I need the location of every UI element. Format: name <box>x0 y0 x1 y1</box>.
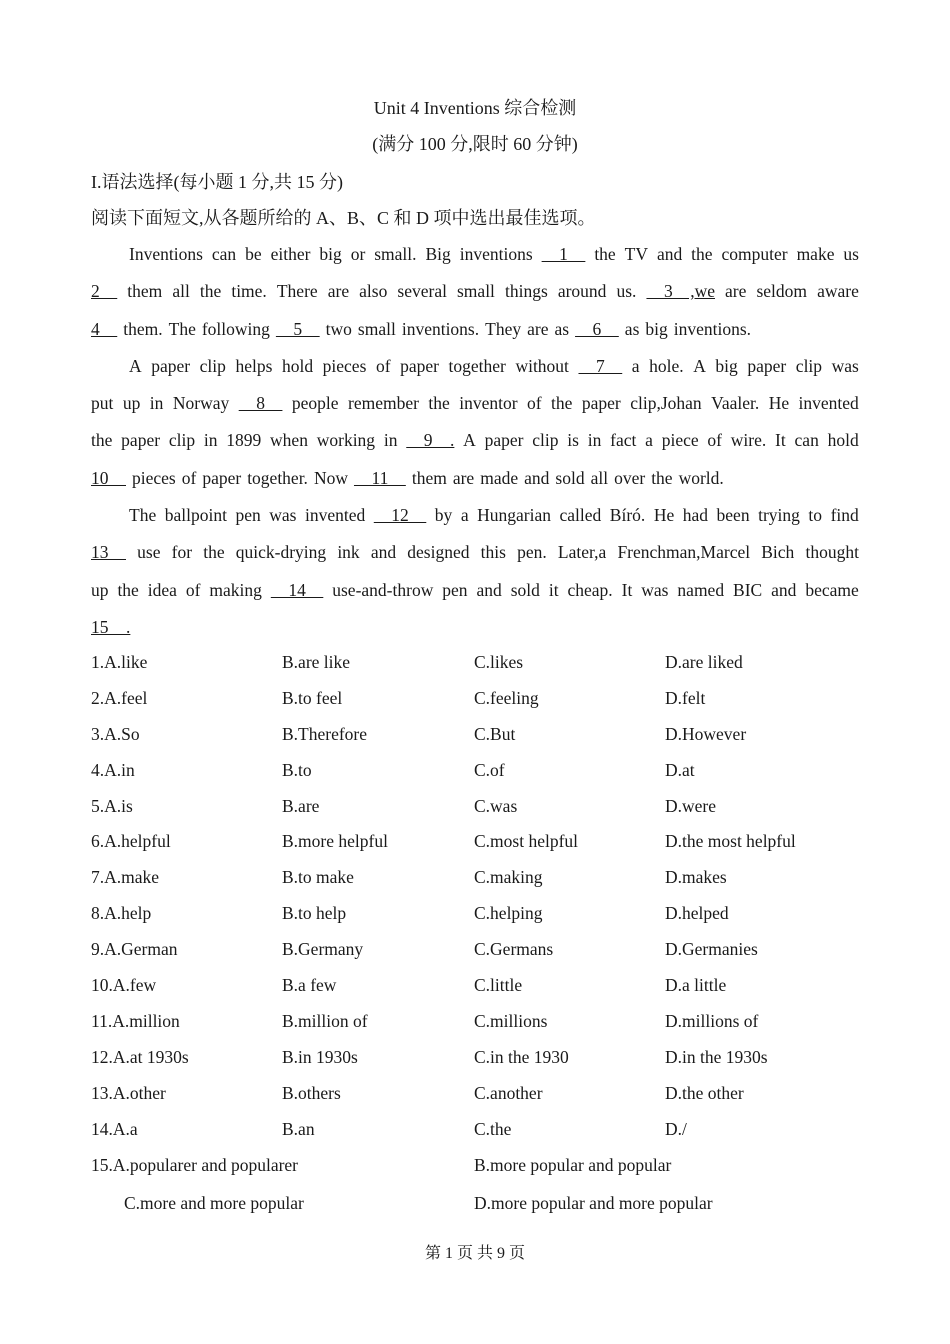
word: when <box>270 430 308 451</box>
word: two <box>325 318 352 339</box>
word: a <box>460 505 469 526</box>
word: Bich <box>761 542 795 563</box>
word: had <box>682 505 709 526</box>
word: inventor <box>459 393 518 414</box>
answer-option: 8.A.help <box>91 903 152 924</box>
passage-line <box>91 501 859 538</box>
word: Bíró. <box>609 505 646 526</box>
word: of <box>181 467 197 488</box>
question-row <box>91 648 871 684</box>
answer-option: D.the other <box>665 1082 744 1103</box>
answer-option: C.another <box>474 1082 543 1103</box>
answer-option: 2.A.feel <box>91 687 148 708</box>
word: remember <box>348 393 419 414</box>
blank: 12 <box>373 505 427 526</box>
word: sold <box>555 467 585 488</box>
word: time. <box>231 281 267 302</box>
word: the <box>117 579 139 600</box>
word: over <box>614 467 646 488</box>
passage-line <box>91 315 859 352</box>
word: together <box>448 355 506 376</box>
word: are <box>452 467 475 488</box>
word: big <box>319 244 342 264</box>
word: pen. <box>517 542 547 563</box>
word: a <box>645 430 653 451</box>
word: of <box>707 430 722 451</box>
option-q15-d: D.more popular and more popular <box>474 1193 713 1213</box>
section-instruction: 阅读下面短文,从各题所给的 A、B、C 和 D 项中选出最佳选项。 <box>91 208 596 228</box>
passage-line <box>91 240 859 277</box>
word: paper <box>151 355 191 376</box>
word: in <box>587 430 602 451</box>
word: it <box>548 579 559 600</box>
page-footer: 第 1 页 共 9 页 <box>424 1245 525 1262</box>
word: He <box>653 505 675 526</box>
word: paper <box>121 430 161 451</box>
word: It <box>621 579 633 600</box>
option-q15-b: B.more popular and popular <box>474 1155 672 1175</box>
word: can <box>794 430 819 451</box>
answer-option: 10.A.few <box>91 975 157 996</box>
word: without <box>515 355 569 376</box>
word: Big <box>425 244 451 264</box>
blank: 4 <box>91 318 118 339</box>
word: this <box>480 542 506 563</box>
answer-option: C.likes <box>474 652 524 672</box>
word: made <box>480 467 519 488</box>
answer-option: B.an <box>282 1118 315 1139</box>
word: named <box>677 579 725 600</box>
answer-option: C.of <box>474 759 505 780</box>
word: pen <box>235 505 261 526</box>
page-subtitle: (满分 100 分,限时 60 分钟) <box>372 134 578 154</box>
answer-option: 11.A.million <box>91 1010 180 1031</box>
word: clip <box>199 355 226 376</box>
word: by <box>434 505 453 526</box>
word: and <box>524 467 550 488</box>
word: use-and-throw <box>332 579 434 600</box>
word: either <box>270 244 311 264</box>
word: the <box>691 244 713 264</box>
word: is <box>567 430 579 451</box>
answer-option: 3.A.So <box>91 723 140 744</box>
word: seldom <box>756 281 808 302</box>
word: of <box>375 355 391 376</box>
word: pieces <box>322 355 367 376</box>
blank: 14 <box>270 579 324 600</box>
question-row <box>91 1079 871 1115</box>
word: paper <box>202 467 242 488</box>
word: trying <box>758 505 800 526</box>
word: helps <box>235 355 273 376</box>
answer-option: B.others <box>282 1082 341 1103</box>
blank: 10 <box>91 467 126 488</box>
word: them. <box>123 318 163 339</box>
word: find <box>830 505 859 526</box>
word: A <box>693 355 706 376</box>
answer-option: D.at <box>665 759 695 780</box>
word: There <box>276 281 318 302</box>
word: clip <box>532 430 559 451</box>
word: hold <box>827 430 859 451</box>
answer-option: D.Germanies <box>665 939 758 960</box>
passage-line <box>91 576 859 613</box>
word: inventions <box>459 244 533 264</box>
word: paper <box>747 355 787 376</box>
word: pieces <box>132 467 176 488</box>
answer-option: C.helping <box>474 903 543 924</box>
word: us. <box>616 281 637 302</box>
word: invented <box>798 393 859 414</box>
word: fact <box>610 430 637 451</box>
answer-option: C.was <box>474 795 518 816</box>
question-row <box>91 899 871 935</box>
word: A <box>463 430 476 451</box>
word: inventions. <box>673 318 752 339</box>
word: designed <box>407 542 470 563</box>
question-row <box>91 1043 871 1079</box>
word: paper <box>581 393 621 414</box>
word: Norway <box>172 393 230 414</box>
word: was <box>641 579 669 600</box>
passage-line <box>91 464 859 501</box>
word: and <box>656 244 683 264</box>
word: following <box>201 318 270 339</box>
answer-option: B.a few <box>282 975 337 996</box>
word: the <box>203 542 225 563</box>
word: as <box>554 318 570 339</box>
word: pen <box>442 579 468 600</box>
word: for <box>171 542 193 563</box>
word: them <box>127 281 163 302</box>
word: can <box>211 244 237 264</box>
word: are <box>327 281 350 302</box>
word: a <box>631 355 640 376</box>
word: the <box>199 281 222 302</box>
word: them <box>411 467 447 488</box>
question-row <box>91 720 871 756</box>
answer-option: C.millions <box>474 1010 548 1031</box>
word: as <box>624 318 640 339</box>
word: us <box>843 244 859 264</box>
answer-option: B.are like <box>282 652 351 672</box>
word: world. <box>678 467 724 488</box>
word: around <box>557 281 607 302</box>
blank: 6 <box>575 318 619 339</box>
blank: 11 <box>353 467 406 488</box>
answer-option: D.the most helpful <box>665 831 796 852</box>
word: idea <box>147 579 177 600</box>
answer-option: 1.A.like <box>91 652 148 672</box>
word: inventions. <box>401 318 480 339</box>
word: Hungarian <box>477 505 551 526</box>
answer-option: D.felt <box>665 687 706 708</box>
answer-option: C.little <box>474 975 523 996</box>
word: small <box>457 281 495 302</box>
answer-option: D.However <box>665 723 747 744</box>
word: the <box>91 430 113 451</box>
question-row <box>91 935 871 971</box>
word: the <box>551 393 573 414</box>
word: the <box>651 467 673 488</box>
option-q15-a: 15.A.popularer and popularer <box>91 1155 299 1175</box>
word: Frenchman,Marcel <box>617 542 751 563</box>
answer-option: B.more helpful <box>282 831 388 852</box>
question-row <box>91 792 871 828</box>
word: things <box>504 281 548 302</box>
word: Vaaler. <box>711 393 760 414</box>
word: paper <box>400 355 439 376</box>
word: They <box>485 318 522 339</box>
answer-option: C.in the 1930 <box>474 1046 569 1067</box>
word: called <box>559 505 602 526</box>
answer-option: B.Therefore <box>282 723 368 744</box>
word: Inventions <box>129 244 203 264</box>
word: and <box>476 579 502 600</box>
passage-line <box>91 613 859 650</box>
answer-option: D.were <box>665 795 717 816</box>
answer-option: C.making <box>474 867 543 888</box>
word: paper <box>484 430 524 451</box>
word: make <box>796 244 835 264</box>
option-q15-c: C.more and more popular <box>124 1193 304 1213</box>
word: been <box>716 505 750 526</box>
word: or <box>350 244 366 264</box>
word: also <box>359 281 388 302</box>
word: invented <box>305 505 366 526</box>
word: big <box>715 355 738 376</box>
word: ballpoint <box>164 505 227 526</box>
word: BIC <box>733 579 763 600</box>
passage-line <box>91 426 859 463</box>
question-row <box>91 863 871 899</box>
word: clip <box>168 430 196 451</box>
word: became <box>805 579 859 600</box>
answer-option: B.million of <box>282 1010 368 1031</box>
word: Now <box>313 467 348 488</box>
word: small <box>357 318 396 339</box>
word: working <box>316 430 376 451</box>
answer-option: B.to <box>282 759 312 780</box>
answer-option: B.to help <box>282 903 347 924</box>
word: all <box>172 281 190 302</box>
passage <box>91 240 859 650</box>
answer-option: D.helped <box>665 903 729 924</box>
answer-option: D.in the 1930s <box>665 1046 768 1067</box>
word: 1899 <box>226 430 262 451</box>
question-row <box>91 684 871 720</box>
word: be <box>245 244 262 264</box>
word: to <box>808 505 823 526</box>
blank: 13 <box>91 542 126 563</box>
word: in <box>149 393 164 414</box>
answer-option: D.are liked <box>665 652 743 672</box>
word: in <box>383 430 398 451</box>
word: several <box>397 281 447 302</box>
answer-option: C.feeling <box>474 687 539 708</box>
word: TV <box>624 244 648 264</box>
word: aware <box>817 281 859 302</box>
blank: 1 <box>541 244 586 264</box>
word: small. <box>374 244 417 264</box>
word: of <box>185 579 201 600</box>
blank: 5 <box>275 318 320 339</box>
word: computer <box>721 244 788 264</box>
question-row <box>91 827 871 863</box>
word: piece <box>661 430 699 451</box>
passage-line <box>91 538 859 575</box>
word: quick-drying <box>235 542 327 563</box>
word: was <box>831 355 859 376</box>
word: A <box>129 355 142 376</box>
word: all <box>590 467 609 488</box>
word: and <box>771 579 797 600</box>
word: hold <box>281 355 314 376</box>
word: big <box>645 318 668 339</box>
answer-option: D.makes <box>665 867 727 888</box>
word: up <box>122 393 141 414</box>
answer-option: B.Germany <box>282 939 364 960</box>
question-row <box>91 756 871 792</box>
passage-line <box>91 277 859 314</box>
answer-option: B.are <box>282 795 320 816</box>
passage-line <box>91 389 859 426</box>
word: the <box>428 393 450 414</box>
word: sold <box>510 579 540 600</box>
word: up <box>91 579 109 600</box>
word: of <box>527 393 542 414</box>
answer-option: 7.A.make <box>91 867 160 888</box>
blank: 9 . <box>406 430 455 451</box>
word: thought <box>805 542 859 563</box>
passage-line <box>91 352 859 389</box>
answer-option: 9.A.German <box>91 939 178 960</box>
answer-option: D.a little <box>665 975 727 996</box>
answer-option: 5.A.is <box>91 795 133 816</box>
question-row <box>91 971 871 1007</box>
answer-option: C.Germans <box>474 939 554 960</box>
page-title: Unit 4 Inventions 综合检测 <box>373 98 577 118</box>
word: hole. <box>649 355 684 376</box>
word: clip <box>795 355 823 376</box>
answer-option: C.But <box>474 723 516 744</box>
word: Later,a <box>557 542 607 563</box>
word: put <box>91 393 114 414</box>
answer-option: C.the <box>474 1118 512 1139</box>
answer-option: 14.A.a <box>91 1118 138 1139</box>
blank: 8 <box>238 393 283 414</box>
word: are <box>725 281 747 302</box>
word: and <box>370 542 397 563</box>
question-options <box>91 648 871 1150</box>
word: making <box>209 579 262 600</box>
answer-option: D./ <box>665 1118 687 1139</box>
word: people <box>291 393 339 414</box>
answer-option: B.to feel <box>282 687 343 708</box>
word: The <box>168 318 196 339</box>
answer-option: D.millions of <box>665 1010 759 1031</box>
blank: 2 <box>91 281 118 302</box>
answer-option: 6.A.helpful <box>91 831 171 852</box>
word: The <box>129 505 157 526</box>
blank: 3 ,we <box>646 281 715 302</box>
word: cheap. <box>567 579 613 600</box>
blank: 7 <box>578 355 623 376</box>
word: together. <box>247 467 308 488</box>
word: was <box>269 505 297 526</box>
answer-option: B.in 1930s <box>282 1046 358 1067</box>
word: are <box>527 318 549 339</box>
answer-option: 4.A.in <box>91 759 135 780</box>
answer-option: C.most helpful <box>474 831 579 852</box>
word: ink <box>337 542 360 563</box>
word: use <box>137 542 161 563</box>
section-heading: I.语法选择(每小题 1 分,共 15 分) <box>91 172 343 192</box>
word: in <box>203 430 218 451</box>
answer-option: 13.A.other <box>91 1082 166 1103</box>
answer-option: B.to make <box>282 867 354 888</box>
question-row <box>91 1115 871 1151</box>
word: wire. <box>730 430 767 451</box>
word: the <box>594 244 616 264</box>
word: He <box>768 393 790 414</box>
word: It <box>775 430 786 451</box>
question-row <box>91 1007 871 1043</box>
word: clip,Johan <box>630 393 702 414</box>
answer-option: 12.A.at 1930s <box>91 1046 189 1067</box>
blank: 15 . <box>91 616 131 637</box>
